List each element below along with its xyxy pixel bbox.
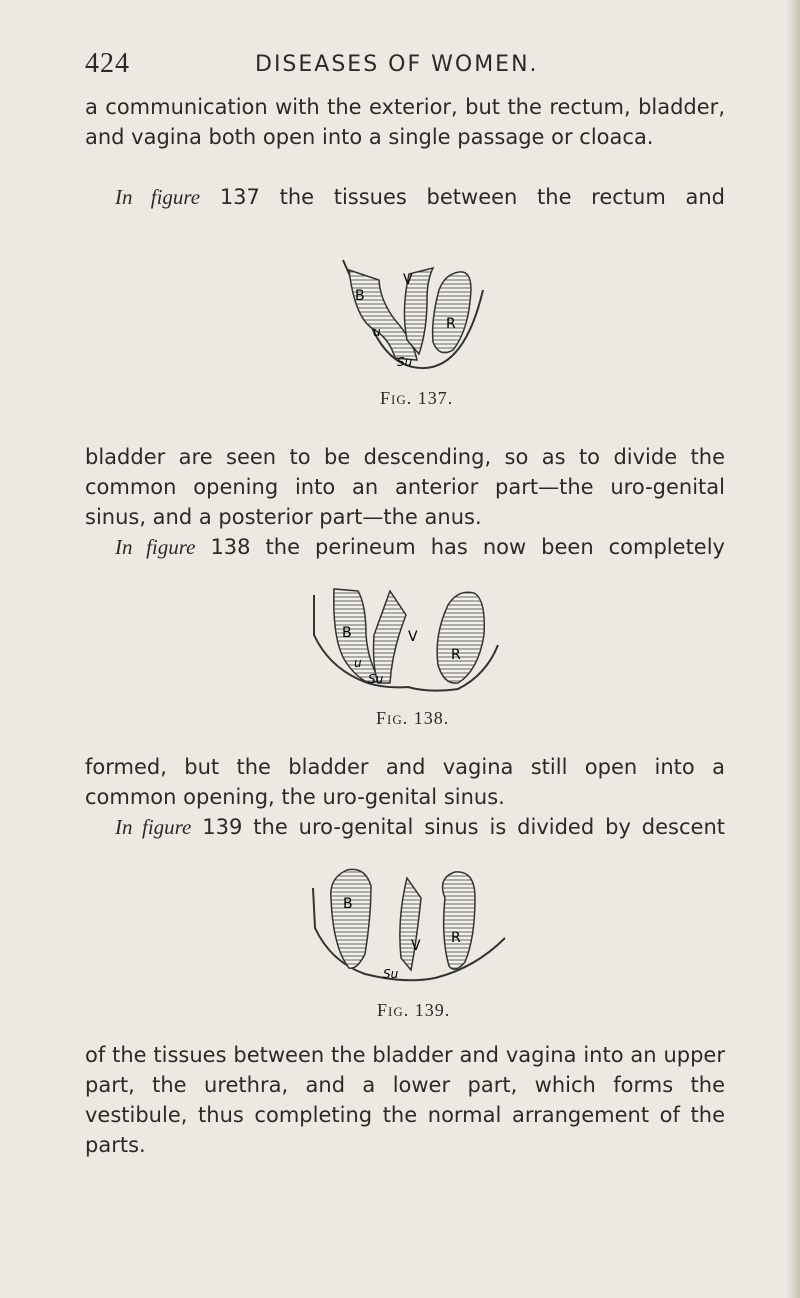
label-v: V (403, 272, 413, 288)
italic-in-figure: In figure (115, 535, 196, 559)
figure-139-caption: Fig. 139. (377, 1000, 451, 1020)
figure-137-caption: Fig. 137. (380, 388, 454, 408)
running-title: DISEASES OF WOMEN. (255, 52, 539, 77)
label-r: R (451, 647, 461, 663)
italic-in-figure: In figure (115, 185, 201, 209)
label-s: Su (368, 672, 384, 686)
figure-137 (335, 250, 495, 380)
label-v: V (411, 938, 421, 954)
italic-in-figure: In figure (115, 815, 192, 839)
paragraph-figure-137-intro (85, 182, 725, 212)
paragraph-cloaca: a communication with the exterior, but the rectum, bladder, and vagina both open into a single passage or cloaca. (85, 95, 725, 149)
label-r: R (446, 316, 456, 332)
label-u: u (373, 325, 381, 339)
label-u: u (354, 656, 362, 670)
paragraph-descending: bladder are seen to be descending, so as to divide the common opening into an anterior part—the uro-genital sinus, and a posterior part—the anus. (85, 445, 725, 529)
page-edge (786, 0, 800, 1298)
figure-138-caption: Fig. 138. (376, 708, 450, 728)
paragraph-text: 139 the uro-genital sinus is divided by descent (191, 815, 725, 839)
paragraph-text: 138 the perineum has now been completely (195, 535, 725, 559)
paragraph-formed: formed, but the bladder and vagina still open into a common opening, the uro-genital sinus. (85, 755, 725, 809)
label-s: Su (383, 967, 399, 981)
figure-137-drawing (335, 250, 495, 380)
label-r: R (451, 930, 461, 946)
label-b: B (342, 625, 352, 641)
label-v: V (408, 629, 418, 645)
paragraph-urethra: of the tissues between the bladder and vagina into an upper part, the urethra, and a lower part, which forms the vestibule, thus completing the normal arrangement of the parts. (85, 1043, 725, 1157)
page-header (85, 48, 725, 88)
label-b: B (343, 896, 353, 912)
label-b: B (355, 288, 365, 304)
page-number: 424 (85, 48, 130, 79)
figure-138-drawing (308, 575, 508, 700)
paragraph-text: 137 the tissues between the rectum and (200, 185, 725, 209)
figure-138 (308, 575, 508, 700)
paragraph-figure-139-intro (85, 812, 725, 842)
figure-139-drawing (305, 858, 520, 993)
paragraph-figure-138-intro (85, 532, 725, 562)
label-s: Su (397, 355, 413, 369)
figure-139 (305, 858, 520, 993)
